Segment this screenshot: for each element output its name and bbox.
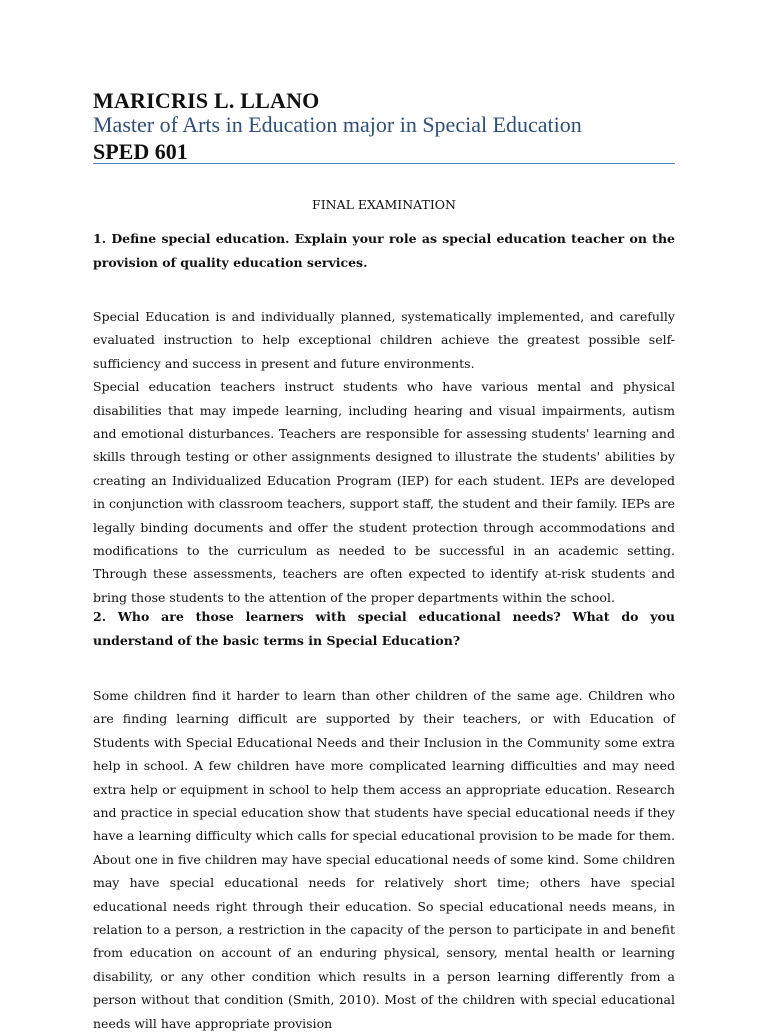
degree-program: Master of Arts in Education major in Special Education [93, 112, 582, 137]
exam-title: FINAL EXAMINATION [312, 197, 456, 212]
answer-2 [93, 684, 675, 1035]
course-code: SPED 601 [93, 139, 188, 164]
question-1: 1. Define special education. Explain your role as special education teacher on the provision of quality education services. [93, 231, 675, 270]
answer-1 [93, 305, 675, 609]
answer-1-paragraph-1: Special Education is and individually planned, systematically implemented, and carefully evaluated instruction to help exceptional children achieve the greatest possible self-sufficiency and success in present and future environments. [93, 309, 675, 371]
answer-2-paragraph-1: Some children find it harder to learn than other children of the same age. Children who are finding learning difficult are supported by their teachers, or with Education of Students with Special Educational Needs and their Inclusion in the Community some extra help in school. A few children have more complicated learning difficulties and may need extra help or equipment in school to help them access an appropriate education. Research and practice in special education show that students have special educational needs if they have a learning difficulty which calls for special educational provision to be made for them. About one in five children may have special educational needs of some kind. Some children may have special educational needs for relatively short time; others have special educational needs right through their education. So special educational needs means, in relation to a person, a restriction in the capacity of the person to participate in and benefit from education on account of an enduring physical, sensory, mental health or learning disability, or any other condition which results in a person learning differently from a person without that condition (Smith, 2010). Most of the children with special educational needs will have appropriate provision [93, 688, 675, 1031]
question-2: 2. Who are those learners with special educational needs? What do you understand of the basic terms in Special Education? [93, 609, 675, 648]
author-name: MARICRIS L. LLANO [93, 88, 320, 113]
answer-1-paragraph-2: Special education teachers instruct students who have various mental and physical disabilities that may impede learning, including hearing and visual impairments, autism and emotional disturbances. Teachers are responsible for assessing students' learning and skills through testing or other assignments designed to illustrate the students' abilities by creating an Individualized Education Program (IEP) for each student. IEPs are developed in conjunction with classroom teachers, support staff, the student and their family. IEPs are legally binding documents and offer the student protection through accommodations and modifications to the curriculum as needed to be successful in an academic setting. Through these assessments, teachers are often expected to identify at-risk students and bring those students to the attention of the proper departments within the school. [93, 379, 675, 605]
header-divider [93, 163, 675, 164]
